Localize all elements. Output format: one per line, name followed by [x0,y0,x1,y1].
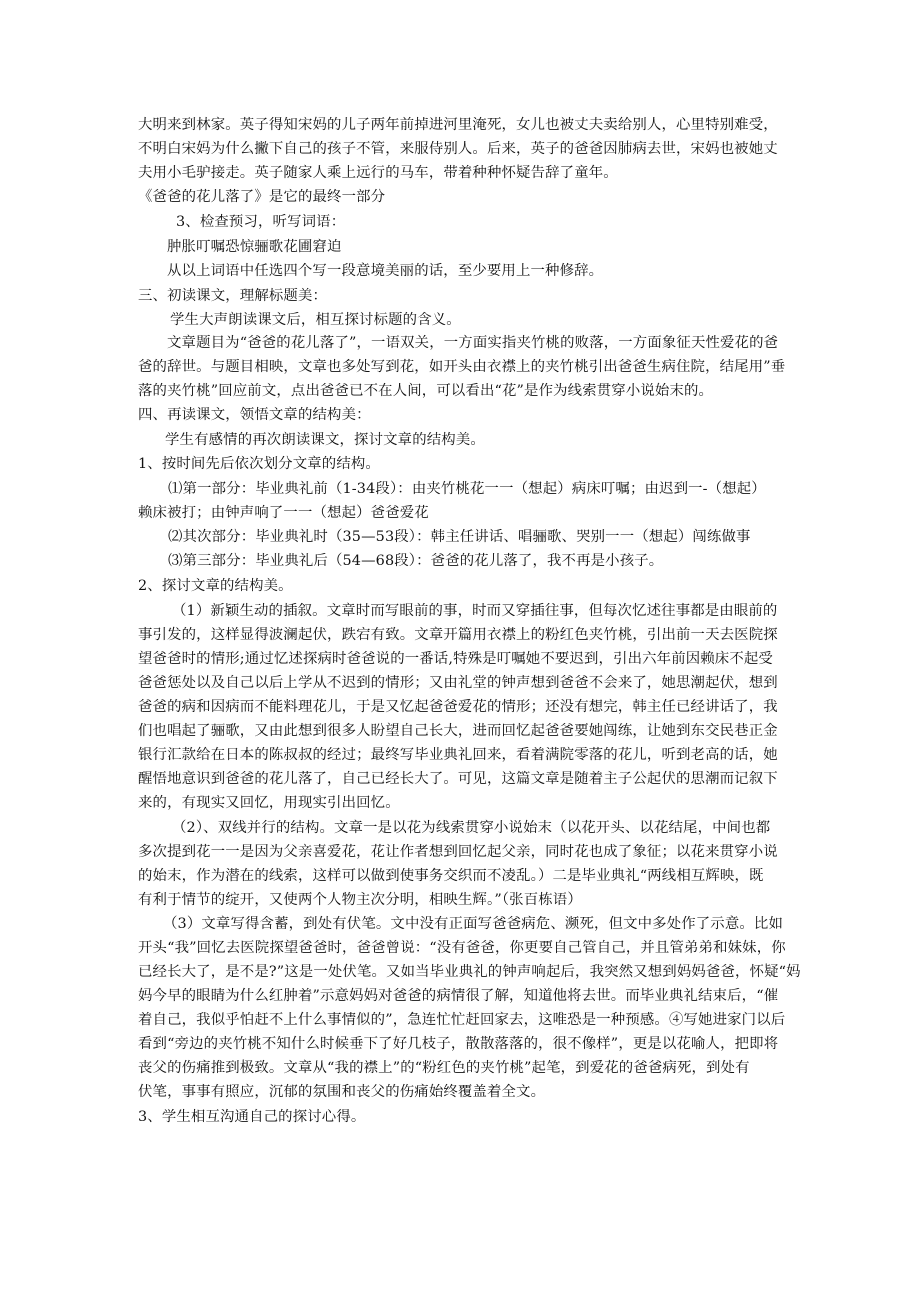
text-line: ⑵其次部分：毕业典礼时（35—53段）：韩主任讲话、唱骊歌、哭别一一（想起）闯练做事 [168,529,751,545]
section-heading: 三、初读课文，理解标题美： [138,288,328,304]
text-line: 有利于情节的绽开，又使两个人物主次分明，相映生辉。”（张百栋语） [138,892,582,908]
text-line: 伏笔，事事有照应，沉郁的氛围和丧父的伤痛始终覆盖着全文。 [138,1084,546,1100]
text-line: （2）、双线并行的结构。文章一是以花为线索贯穿小说始末（以花开头、以花结尾，中间也都 [172,820,771,836]
text-line: 银行汇款给在日本的陈叔叔的经过；最终写毕业典礼回来，看着满院零落的花儿，听到老高的话，她 [138,747,778,763]
text-line: 望爸爸时的情形;通过忆述探病时爸爸说的一番话,特殊是叮嘱她不要迟到，引出六年前因赖床不起受 [138,651,773,667]
vocabulary-list: 肿胀叮嘱恐惊骊歌花圃窘迫 [167,239,342,255]
section-heading: 2、探讨文章的结构美。 [138,578,293,594]
text-line: 大明来到林家。英子得知宋妈的儿子两年前掉进河里淹死，女儿也被丈夫卖给别人，心里特别难受， [138,117,778,133]
text-line: 学生有感情的再次朗读课文，探讨文章的结构美。 [165,432,485,448]
text-line: （1）新颖生动的插叙。文章时而写眼前的事，时而又穿插往事，但每次忆述往事都是由眼前的 [172,603,778,619]
text-line: 来的，有现实又回忆，用现实引出回忆。 [138,795,400,811]
text-line: 醒悟地意识到爸爸的花儿落了，自己已经长大了。可见，这篇文章是随着主子公起伏的思潮而记叙下 [138,771,778,787]
text-line: 从以上词语中任选四个写一段意境美丽的话，至少要用上一种修辞。 [167,263,604,279]
text-line: 爸的辞世。与题目相映，文章也多处写到花，如开头由衣襟上的夹竹桃引出爸爸生病住院，结尾用”垂 [138,359,786,375]
text-line: 看到“旁边的夹竹桃不知什么时候垂下了好几枝子，散散落落的，很不像样”，更是以花喻人，把即将 [138,1036,779,1052]
text-line: ⑴第一部分：毕业典礼前（1-34段）：由夹竹桃花一一（想起）病床叮嘱；由迟到一-（想起） [168,481,766,497]
section-subtitle: 《爸爸的花儿落了》是它的最终一部分 [138,189,386,205]
text-line: 开头“我”回忆去医院探望爸爸时，爸爸曾说：“没有爸爸，你更要自己管自己，并且管弟弟和妹妹，你 [138,940,786,956]
section-heading: 1、按时间先后依次划分文章的结构。 [138,456,380,472]
text-line: 学生大声朗读课文后，相互探讨标题的含义。 [170,312,461,328]
text-line: 丧父的伤痛推到极致。文章从“我的襟上”的“粉红色的夹竹桃”起笔，到爱花的爸爸病死，到处有 [138,1060,750,1076]
text-line: 爸爸惩处以及自己以后上学从不迟到的情形；又由礼堂的钟声想到爸爸不会来了，她思潮起伏，想到 [138,675,778,691]
text-line: 不明白宋妈为什么撇下自己的孩子不管，来服侍别人。后来，英子的爸爸因肺病去世，宋妈也被她丈 [138,141,778,157]
section-heading: 3、学生相互沟通自己的探讨心得。 [138,1109,366,1125]
text-line: 爸爸的病和因病而不能料理花儿，于是又忆起爸爸爱花的情形；还没有想完，韩主任已经讲话了，我 [138,699,778,715]
text-line: 落的夹竹桃”回应前文，点出爸爸已不在人间，可以看出“花”是作为线索贯穿小说始末的。 [138,383,714,399]
text-line: （3）文章写得含蓄，到处有伏笔。文中没有正面写爸爸病危、濒死，但文中多处作了示意。比如 [163,916,784,932]
text-line: 多次提到花一一是因为父亲喜爱花，花让作者想到回忆起父亲，同时花也成了象征；以花来贯穿小说 [138,844,778,860]
text-line: 的始末，作为潜在的线索，这样可以做到使事务交织而不凌乱。）二是毕业典礼“两线相互辉映，既 [138,868,764,884]
text-line: 们也唱起了骊歌，又由此想到很多人盼望自己长大，进而回忆起爸爸要她闯练，让她到东交民巷正金 [138,723,778,739]
text-line: 夫用小毛驴接走。英子随家人乘上远行的马车，带着种种怀疑告辞了童年。 [138,165,618,181]
text-line: 事引发的，这样显得波澜起伏，跌宕有致。文章开篇用衣襟上的粉红色夹竹桃，引出前一天去医院探 [138,627,778,643]
text-line: 着自己，我似乎怕赶不上什么事情似的”，急连忙忙赶回家去，这唯恐是一种预感。④写她进家门以后 [138,1012,786,1028]
text-line: 赖床被打；由钟声响了一一（想起）爸爸爱花 [138,505,429,521]
text-line: 妈今早的眼睛为什么红肿着”示意妈妈对爸爸的病情很了解，知道他将去世。而毕业典礼结束后，“催 [138,988,779,1004]
text-line: 文章题目为“爸爸的花儿落了”，一语双关，一方面实指夹竹桃的败落，一方面象征天性爱花的爸 [167,335,779,351]
section-heading: 四、再读课文，领悟文章的结构美： [138,407,371,423]
text-line: 3、检查预习，听写词语： [176,214,346,230]
text-line: 已经长大了，是不是?”这是一处伏笔。又如当毕业典礼的钟声响起后，我突然又想到妈妈爸爸，怀疑“妈 [138,964,801,980]
text-line: ⑶第三部分：毕业典礼后（54—68段）：爸爸的花儿落了，我不再是小孩子。 [168,553,664,569]
